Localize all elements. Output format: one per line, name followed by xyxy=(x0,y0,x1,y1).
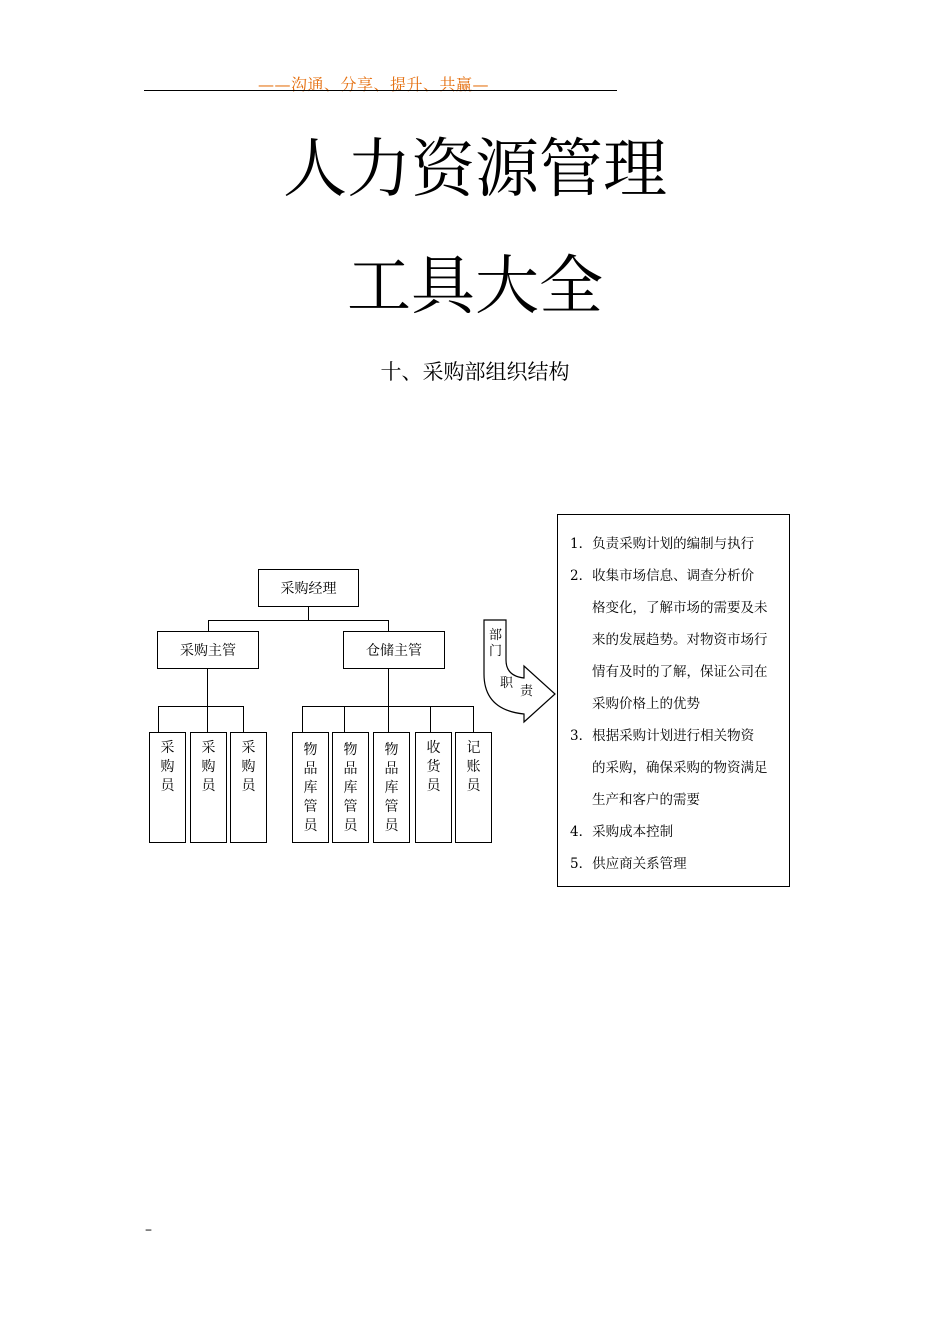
node-label: 采 购 员 xyxy=(241,740,256,794)
arrow-label-duty-1: 职 xyxy=(500,676,514,691)
connector-line xyxy=(388,669,389,706)
org-node-purchaser xyxy=(149,732,186,843)
duty-line: 1．负责采购计划的编制与执行 xyxy=(570,536,755,552)
duty-line: 格变化，了解市场的需要及未 xyxy=(592,600,768,616)
main-title-line2: 工具大全 xyxy=(347,250,603,324)
duty-line: 采购价格上的优势 xyxy=(592,696,700,712)
node-label: 收 货 员 xyxy=(426,740,441,794)
header-motto: ——沟通、分享、提升、共赢— xyxy=(258,75,490,94)
org-node-bookkeeper xyxy=(455,732,492,843)
org-node-warehouse-keeper xyxy=(292,732,329,843)
org-node-manager: 采购经理 xyxy=(258,569,359,607)
duty-line: 5．供应商关系管理 xyxy=(570,856,687,872)
header-rule xyxy=(144,90,617,91)
duty-line: 生产和客户的需要 xyxy=(592,792,700,808)
page-footer-mark: – xyxy=(145,1222,152,1238)
org-node-purchase-supervisor: 采购主管 xyxy=(157,631,259,669)
org-node-purchaser xyxy=(230,732,267,843)
connector-line xyxy=(158,706,159,732)
connector-line xyxy=(243,706,244,732)
duty-line: 4．采购成本控制 xyxy=(570,824,674,840)
org-node-purchaser xyxy=(190,732,227,843)
connector-line xyxy=(208,620,389,621)
org-node-warehouse-keeper xyxy=(332,732,369,843)
org-node-warehouse-keeper xyxy=(373,732,410,843)
connector-line xyxy=(388,620,389,631)
connector-line xyxy=(344,706,345,732)
node-label: 记 账 员 xyxy=(466,740,481,794)
connector-line xyxy=(473,706,474,732)
connector-line xyxy=(207,706,208,732)
connector-line xyxy=(208,620,209,631)
duties-box xyxy=(557,514,790,887)
duty-line: 来的发展趋势。对物资市场行 xyxy=(592,632,768,648)
node-label: 物 品 库 管 员 xyxy=(343,742,358,834)
connector-line xyxy=(302,706,303,732)
node-label: 采 购 员 xyxy=(201,740,216,794)
connector-line xyxy=(430,706,431,732)
connector-line xyxy=(207,669,208,706)
arrow-label-department: 部 门 xyxy=(489,628,503,659)
connector-line xyxy=(158,706,244,707)
duty-line: 2．收集市场信息、调查分析价 xyxy=(570,568,755,584)
connector-line xyxy=(308,607,309,620)
section-title: 十、采购部组织结构 xyxy=(380,360,570,384)
node-label: 物 品 库 管 员 xyxy=(384,742,399,834)
duty-line: 的采购，确保采购的物资满足 xyxy=(592,760,768,776)
org-node-storage-supervisor: 仓储主管 xyxy=(343,631,445,669)
node-label: 采 购 员 xyxy=(160,740,175,794)
org-node-receiver xyxy=(415,732,452,843)
connector-line xyxy=(388,706,389,732)
duty-line: 3．根据采购计划进行相关物资 xyxy=(570,728,755,744)
node-label: 物 品 库 管 员 xyxy=(303,742,318,834)
main-title-line1: 人力资源管理 xyxy=(283,133,667,207)
arrow-label-duty-2: 责 xyxy=(520,684,534,699)
duty-line: 情有及时的了解，保证公司在 xyxy=(592,664,768,680)
